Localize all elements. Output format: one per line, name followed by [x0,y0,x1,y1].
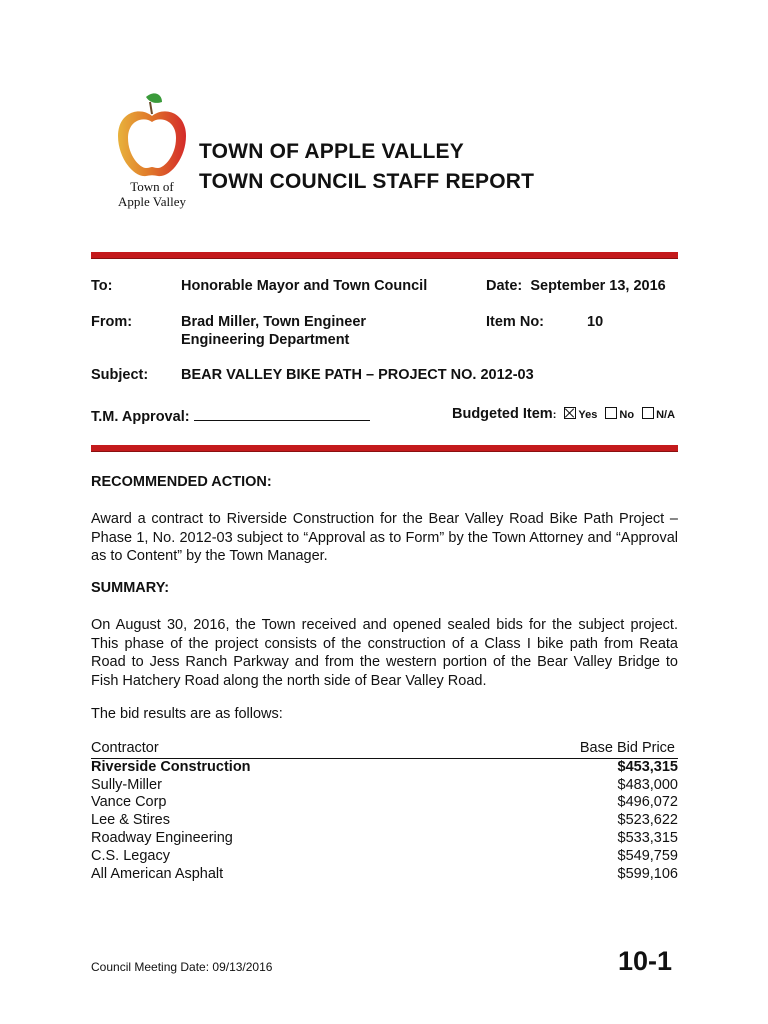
bid-price: $496,072 [617,794,678,811]
column-contractor: Contractor [91,740,159,756]
table-row [91,866,678,884]
bid-rows [91,759,678,884]
contractor-name: Vance Corp [91,794,167,811]
bid-price: $599,106 [617,865,678,882]
option-yes: Yes [578,409,598,421]
table-row [91,812,678,830]
column-base-bid-price: Base Bid Price [579,740,675,756]
logo-line-2: Apple Valley [118,194,186,209]
bottom-divider [91,445,678,451]
bid-price: $523,622 [617,812,678,829]
contractor-name: All American Asphalt [91,865,224,882]
date-field [486,278,666,294]
recommended-action-heading: RECOMMENDED ACTION: [91,474,272,490]
recommended-action-text: Award a contract to Riverside Construction for the Bear Valley Road Bike Path Project – Phase 1, No. 2012-03 subject to “Approval as to Form” by the Town Attorney and “Approval as to Content” by the Town Manager. [91,511,678,564]
subject-value: BEAR VALLEY BIKE PATH – PROJECT NO. 2012-03 [181,367,534,383]
apple-icon [110,92,194,182]
checkbox-yes-checked-icon [564,407,576,419]
table-row [91,777,678,795]
page-number: 10-1 [618,946,673,976]
budgeted-item [452,406,675,422]
report-title-line-2: TOWN COUNCIL STAFF REPORT [199,170,535,193]
top-divider [91,252,678,258]
town-logo [110,92,194,216]
option-no: No [619,409,635,421]
summary-heading: SUMMARY: [91,580,170,596]
to-value: Honorable Mayor and Town Council [181,278,428,294]
contractor-name: Riverside Construction [91,758,251,775]
budgeted-item-colon: : [552,409,557,421]
bid-results-table [91,740,678,883]
bid-price: $533,315 [617,829,678,846]
table-row [91,794,678,812]
tm-approval-label: T.M. Approval: [91,409,190,425]
date-value: September 13, 2016 [530,278,666,294]
option-na: N/A [656,409,676,421]
checkbox-no-icon [605,407,617,419]
tm-approval-signature-line [194,406,370,421]
logo-line-1: Town of [130,179,174,194]
contractor-name: C.S. Legacy [91,847,170,864]
contractor-name: Lee & Stires [91,812,170,829]
summary-text: On August 30, 2016, the Town received and opened sealed bids for the subject project. This phase of the project consists of the construction of a Class I bike path from Reata Road to Jess Ranch Parkway and from the western portion of the Bear Valley Bridge to Fish Hatchery Road along the north side of Bear Valley Road. [91,617,678,689]
council-meeting-date: Council Meeting Date: 09/13/2016 [91,960,273,974]
contractor-name: Sully-Miller [91,776,162,793]
item-value: 10 [587,314,604,330]
report-title-line-1: TOWN OF APPLE VALLEY [199,140,464,163]
bid-price: $483,000 [617,776,678,793]
to-label: To: [91,278,113,294]
date-label: Date: [486,278,523,294]
bid-price: $549,759 [617,847,678,864]
subject-label: Subject: [91,367,149,383]
table-header [91,740,678,759]
table-row [91,830,678,848]
bid-intro: The bid results are as follows: [91,706,283,722]
from-line-1: Brad Miller, Town Engineer [181,314,367,330]
tm-approval [91,406,370,425]
table-row [91,759,678,777]
item-label: Item No: [486,314,544,330]
from-label: From: [91,314,133,330]
contractor-name: Roadway Engineering [91,829,233,846]
from-line-2: Engineering Department [181,332,350,348]
budgeted-item-label: Budgeted Item [452,406,553,422]
table-row [91,848,678,866]
checkbox-na-icon [642,407,654,419]
bid-price: $453,315 [617,758,678,775]
